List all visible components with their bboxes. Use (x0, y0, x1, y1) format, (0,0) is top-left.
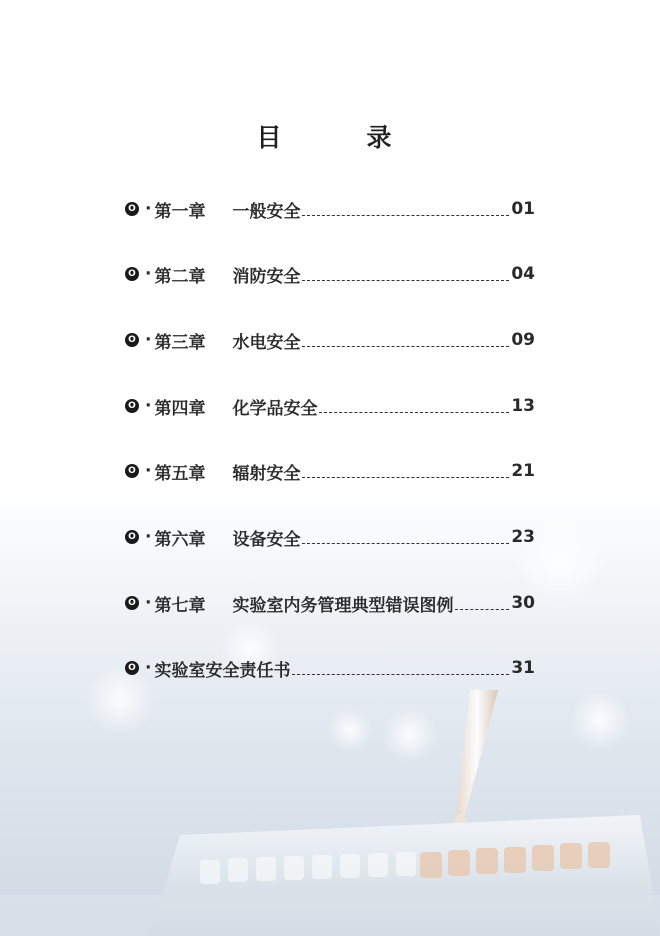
toc-item[interactable] (125, 459, 535, 483)
dot-separator: · (145, 461, 152, 481)
toc-leader (455, 609, 509, 610)
toc-leader (319, 412, 509, 413)
toc-item[interactable] (125, 262, 535, 286)
toc-page-number: 04 (511, 264, 535, 284)
toc-leader (292, 674, 509, 675)
page-title: 目 录 (256, 123, 422, 152)
toc-page-number: 09 (511, 330, 535, 350)
toc-leader (302, 346, 509, 347)
toc-chapter: 第一章 (154, 201, 206, 222)
toc-item[interactable] (125, 591, 535, 615)
bullet-icon: O (125, 202, 139, 216)
toc-page-number: 31 (511, 658, 535, 678)
toc-entry: 化学品安全 (232, 398, 318, 419)
dot-separator: · (145, 264, 152, 284)
toc-entry: 实验室内务管理典型错误图例 (232, 595, 454, 616)
toc-page-number: 23 (511, 527, 535, 547)
bullet-icon: O (125, 596, 139, 610)
toc-chapter: 第二章 (154, 266, 206, 287)
bullet-icon: O (125, 464, 139, 478)
toc-item[interactable] (125, 394, 535, 418)
toc-leader (302, 543, 509, 544)
toc-page-number: 30 (511, 593, 535, 613)
bullet-icon: O (125, 333, 139, 347)
toc-chapter: 第七章 (154, 595, 206, 616)
dot-separator: · (145, 593, 152, 613)
toc-item[interactable] (125, 656, 535, 680)
toc-leader (302, 215, 509, 216)
toc-item[interactable] (125, 525, 535, 549)
dot-separator: · (145, 527, 152, 547)
bullet-icon: O (125, 530, 139, 544)
toc-item[interactable] (125, 197, 535, 221)
toc-item[interactable] (125, 328, 535, 352)
bullet-icon: O (125, 399, 139, 413)
toc-leader (302, 477, 509, 478)
dot-separator: · (145, 396, 152, 416)
toc-page-number: 21 (511, 461, 535, 481)
toc-entry: 消防安全 (232, 266, 301, 287)
toc-entry: 辐射安全 (232, 463, 301, 484)
toc-chapter: 第三章 (154, 332, 206, 353)
toc-chapter: 第五章 (154, 463, 206, 484)
toc-entry: 水电安全 (232, 332, 301, 353)
toc-entry: 实验室安全责任书 (154, 660, 291, 681)
dot-separator: · (145, 658, 152, 678)
toc-leader (302, 280, 509, 281)
toc-chapter: 第六章 (154, 529, 206, 550)
toc-page-number: 01 (511, 199, 535, 219)
toc-page-number: 13 (511, 396, 535, 416)
toc-entry: 设备安全 (232, 529, 301, 550)
dot-separator: · (145, 330, 152, 350)
dot-separator: · (145, 199, 152, 219)
bullet-icon: O (125, 267, 139, 281)
toc-entry: 一般安全 (232, 201, 301, 222)
toc-chapter: 第四章 (154, 398, 206, 419)
bullet-icon: O (125, 661, 139, 675)
